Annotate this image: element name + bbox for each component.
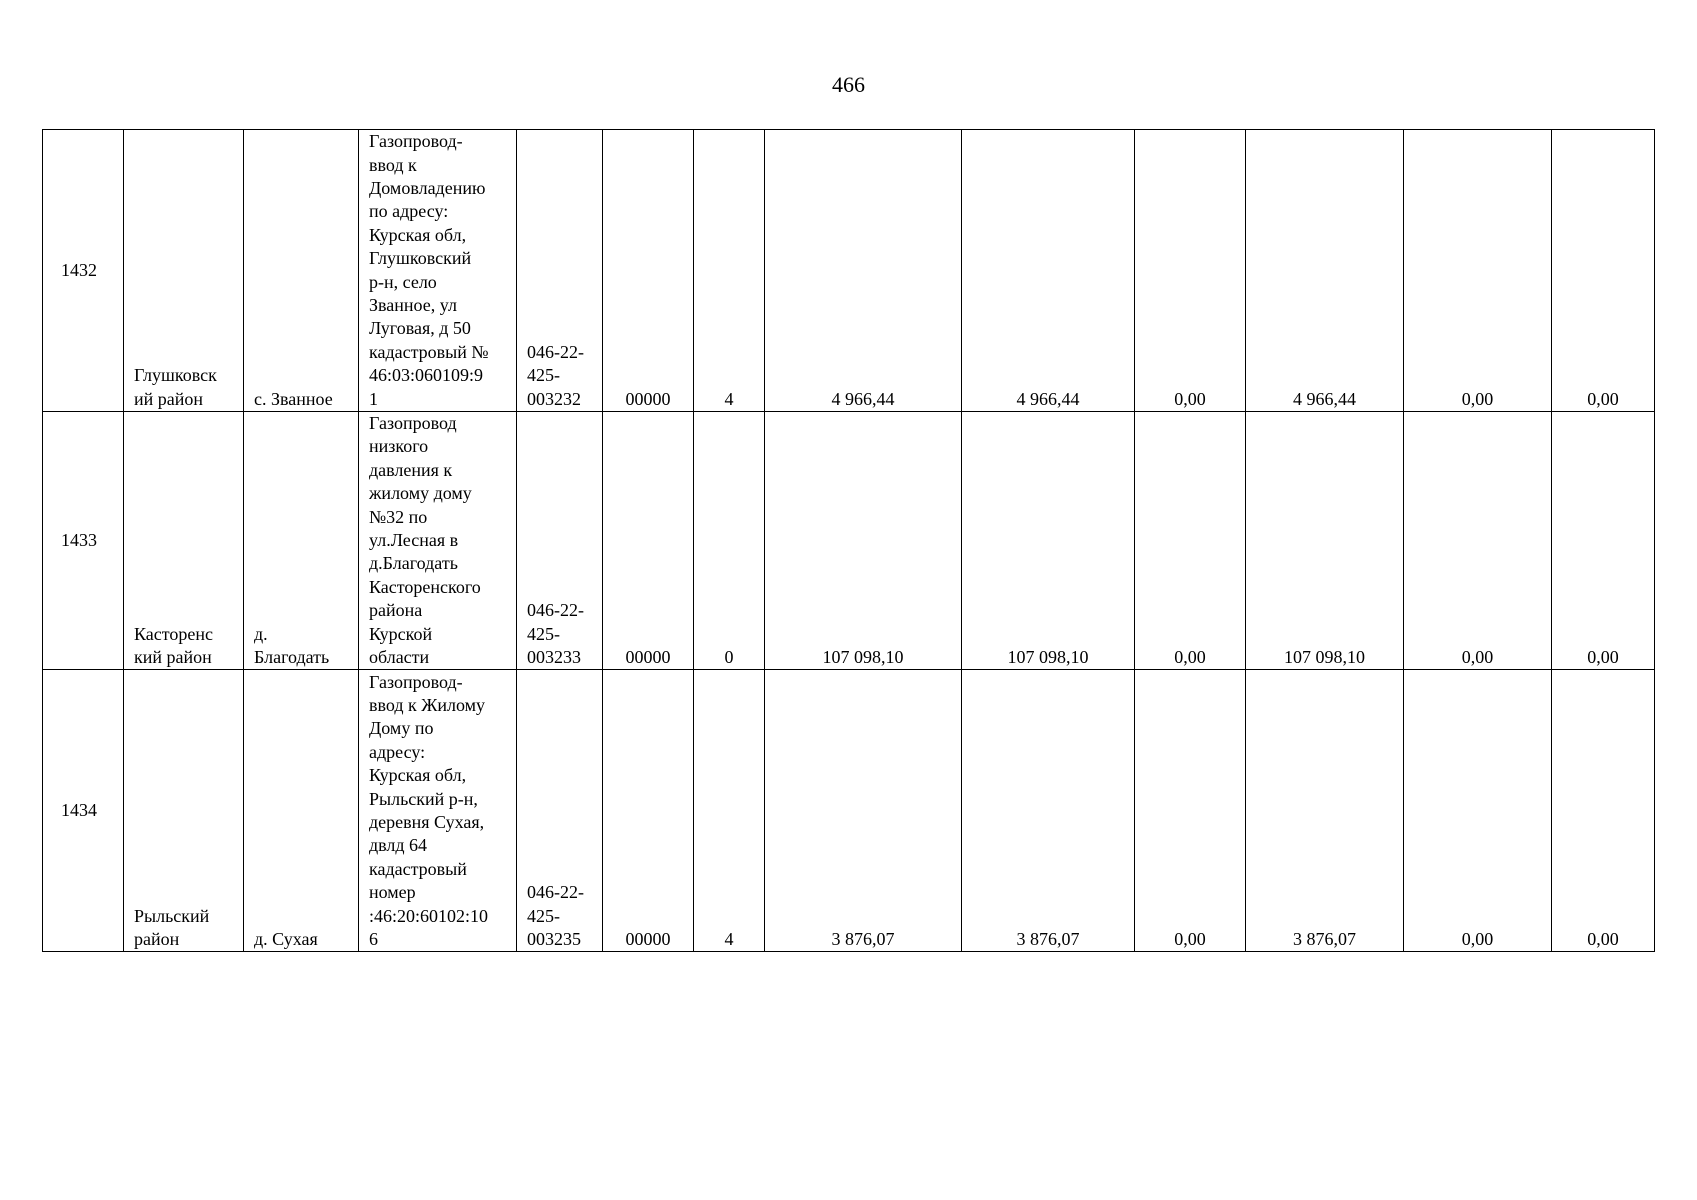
code-cell: 046-22- 425- 003232	[517, 130, 603, 412]
table-row	[43, 670, 1655, 952]
value1-cell: 107 098,10	[765, 412, 962, 670]
value6-cell: 0,00	[1552, 412, 1655, 670]
value2-cell: 4 966,44	[962, 130, 1135, 412]
row-number: 1434	[43, 670, 124, 952]
code-cell: 046-22- 425- 003235	[517, 670, 603, 952]
code2-cell: 00000	[603, 412, 694, 670]
row-number: 1433	[43, 412, 124, 670]
value2-cell: 3 876,07	[962, 670, 1135, 952]
value4-cell: 107 098,10	[1246, 412, 1404, 670]
description-cell: Газопровод- ввод к Домовладению по адресу: Курская обл, Глушковский р-н, село Званное, ул Луговая, д 50 кадастровый № 46:03:060109:9 1	[359, 130, 517, 412]
code-cell: 046-22- 425- 003233	[517, 412, 603, 670]
locality-cell: д. Сухая	[244, 670, 359, 952]
description-cell: Газопровод- ввод к Жилому Дому по адресу: Курская обл, Рыльский р-н, деревня Сухая, двлд 64 кадастровый номер :46:20:60102:10 6	[359, 670, 517, 952]
code2-cell: 00000	[603, 670, 694, 952]
value5-cell: 0,00	[1404, 130, 1552, 412]
locality-cell: с. Званное	[244, 130, 359, 412]
value1-cell: 3 876,07	[765, 670, 962, 952]
row-number: 1432	[43, 130, 124, 412]
qty-cell: 4	[694, 670, 765, 952]
value4-cell: 3 876,07	[1246, 670, 1404, 952]
value6-cell: 0,00	[1552, 670, 1655, 952]
registry-table	[42, 129, 1655, 952]
district-cell: Глушковск ий район	[124, 130, 244, 412]
value3-cell: 0,00	[1135, 412, 1246, 670]
value3-cell: 0,00	[1135, 130, 1246, 412]
value6-cell: 0,00	[1552, 130, 1655, 412]
value3-cell: 0,00	[1135, 670, 1246, 952]
qty-cell: 0	[694, 412, 765, 670]
description-cell: Газопровод низкого давления к жилому дому №32 по ул.Лесная в д.Благодать Касторенского района Курской области	[359, 412, 517, 670]
value5-cell: 0,00	[1404, 412, 1552, 670]
locality-cell: д. Благодать	[244, 412, 359, 670]
value1-cell: 4 966,44	[765, 130, 962, 412]
table-row	[43, 412, 1655, 670]
table-row	[43, 130, 1655, 412]
page-number: 466	[832, 72, 865, 97]
value2-cell: 107 098,10	[962, 412, 1135, 670]
district-cell: Рыльский район	[124, 670, 244, 952]
qty-cell: 4	[694, 130, 765, 412]
value4-cell: 4 966,44	[1246, 130, 1404, 412]
value5-cell: 0,00	[1404, 670, 1552, 952]
code2-cell: 00000	[603, 130, 694, 412]
district-cell: Касторенс кий район	[124, 412, 244, 670]
